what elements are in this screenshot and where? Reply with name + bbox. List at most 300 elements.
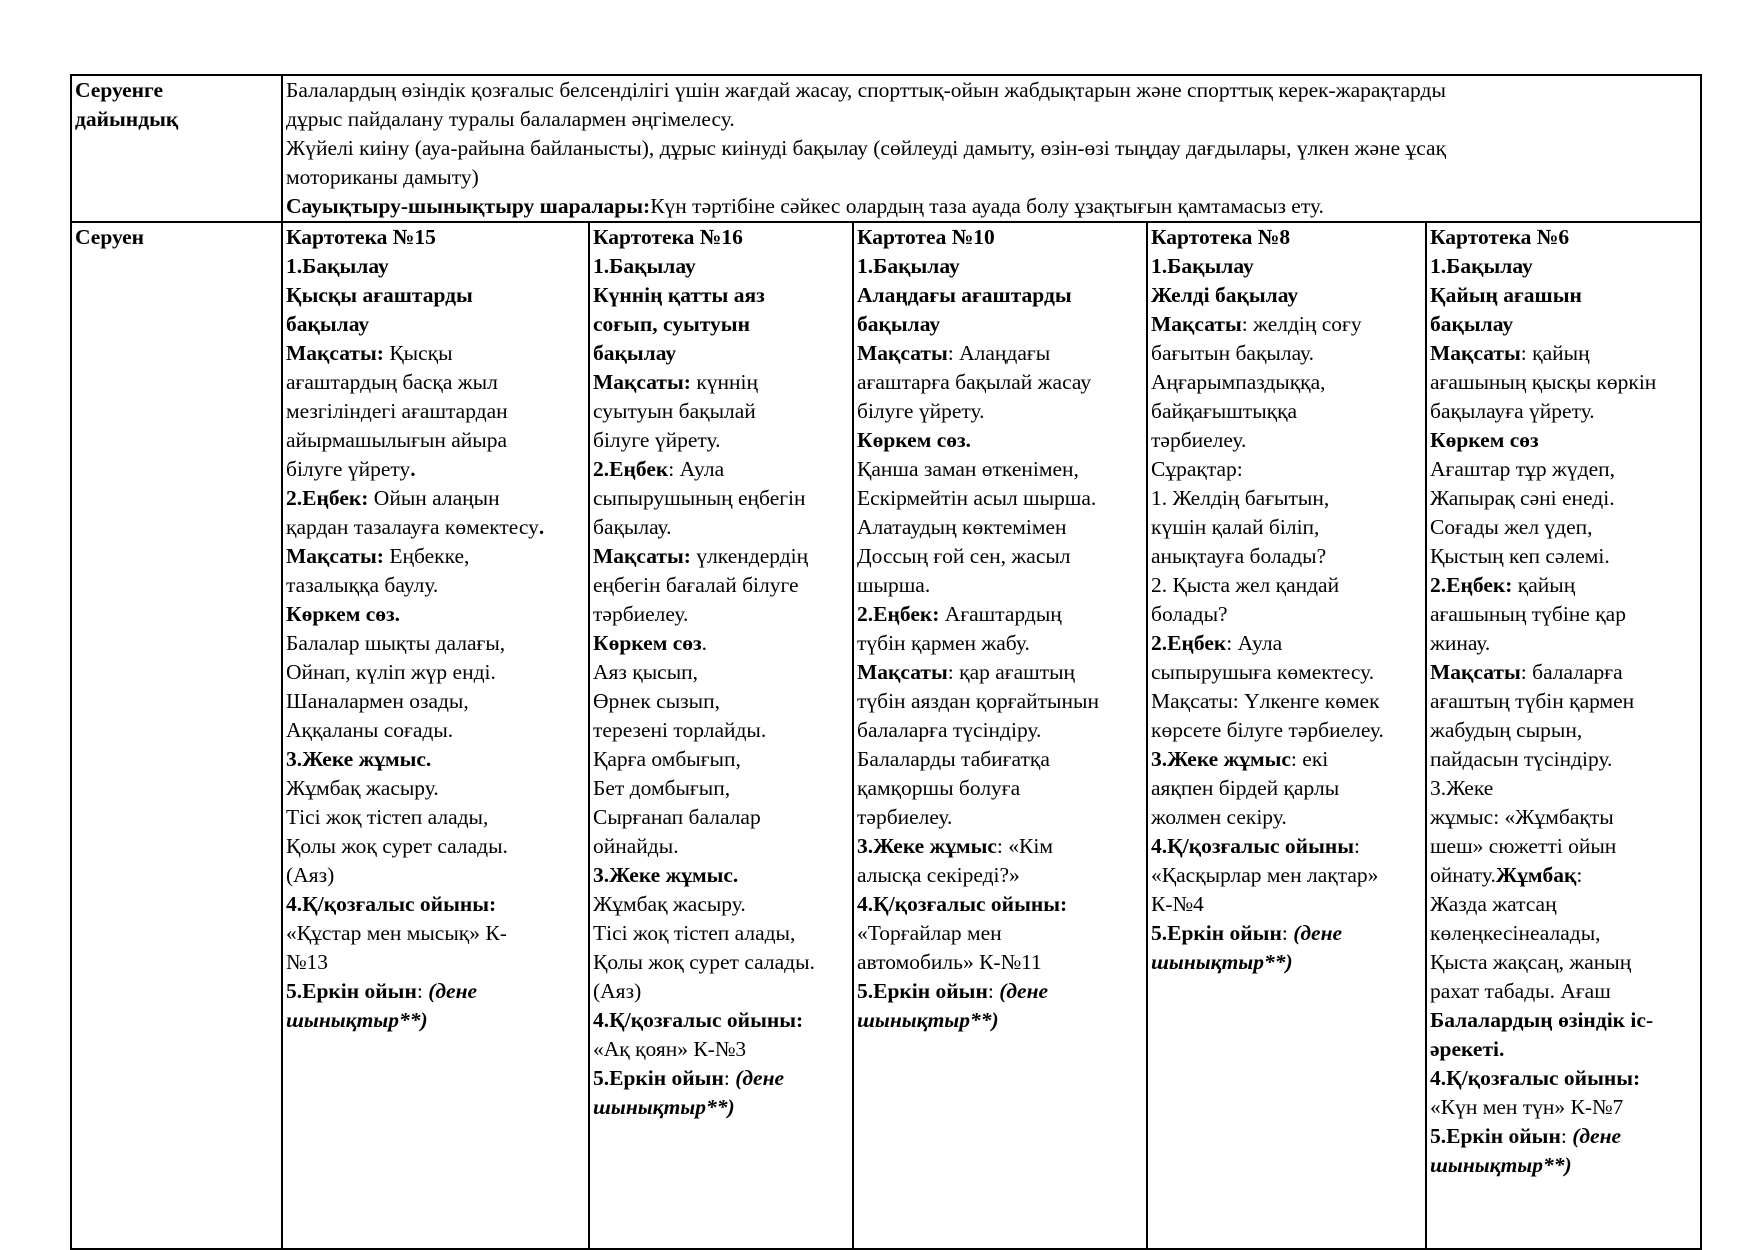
text-run: Қыстың кеп сәлемі.: [1430, 544, 1610, 568]
text-line: [1151, 629, 1422, 658]
text-run: Ағаштар тұр жүдеп,: [1430, 457, 1616, 481]
text-run: 2.Еңбек: [1151, 631, 1227, 655]
text-run: бақылау: [1430, 312, 1514, 336]
text-run: жұмыс: «Жұмбақты: [1430, 805, 1614, 829]
text-line: [593, 426, 849, 455]
text-run: Қысқы: [383, 341, 453, 365]
text-run: : екі: [1290, 747, 1329, 771]
text-line: [857, 977, 1143, 1006]
text-line: [1430, 1122, 1697, 1151]
text-run: бағытын бақылау.: [1151, 341, 1314, 365]
text-line: [593, 484, 849, 513]
text-line: [857, 426, 1143, 455]
text-run: ағашының қысқы көркін: [1430, 370, 1657, 394]
text-line: [857, 571, 1143, 600]
text-line: [593, 803, 849, 832]
text-line: [1151, 252, 1422, 281]
text-run: .: [701, 631, 708, 655]
label-line: дайындық: [75, 107, 179, 131]
text-run: 3.Жеке жұмыс: [857, 834, 997, 858]
text-run: Жазда жатсаң: [1430, 892, 1557, 916]
text-run: «Күн мен түн» К-№7: [1430, 1095, 1624, 1119]
text-run: Мақсаты:: [593, 544, 691, 568]
text-line: [593, 455, 849, 484]
text-line: [857, 397, 1143, 426]
text-run: : қар ағаштың: [947, 660, 1076, 684]
text-run: Бет домбығып,: [593, 776, 731, 800]
text-line: [1151, 484, 1422, 513]
text-run: :: [1281, 921, 1294, 945]
text-line: [286, 281, 585, 310]
text-line: [286, 977, 585, 1006]
text-run: Көркем сөз: [1430, 428, 1539, 452]
text-line: [1151, 455, 1422, 484]
text-line: [1151, 687, 1422, 716]
card-column-15: [282, 222, 589, 1249]
text-line: [1151, 310, 1422, 339]
text-run: пайдасын түсіндіру.: [1430, 747, 1613, 771]
text-line: [1430, 832, 1697, 861]
text-line: [593, 1093, 849, 1122]
text-run: Картотека №15: [286, 225, 436, 249]
text-line: [1430, 281, 1697, 310]
text-run: :: [1560, 1124, 1573, 1148]
text-line: [857, 658, 1143, 687]
text-line: [593, 687, 849, 716]
text-run: Балаларды табиғатқа: [857, 747, 1050, 771]
text-run: : Аула: [668, 457, 725, 481]
text-line: [1430, 571, 1697, 600]
text-run: ағашының түбіне қар: [1430, 602, 1626, 626]
text-run: Қолы жоқ сурет салады.: [286, 834, 508, 858]
text-run: алысқа секіреді?»: [857, 863, 1020, 887]
text-run: Мақсаты:: [286, 544, 384, 568]
text-line: [1430, 339, 1697, 368]
text-run: 4.Қ/қозғалыс ойыны: [1151, 834, 1355, 858]
text-run: «Торғайлар мен: [857, 921, 1002, 945]
text-run: 1.Бақылау: [1151, 254, 1254, 278]
text-run: Қайың ағашын: [1430, 283, 1582, 307]
text-run: 3.Жеке жұмыс.: [593, 863, 739, 887]
text-run: моториканы дамыту): [286, 165, 479, 189]
document-page: [70, 74, 1700, 1250]
text-run: Көркем сөз.: [857, 428, 972, 452]
text-run: терезені торлайды.: [593, 718, 767, 742]
text-run: қайың: [1512, 573, 1576, 597]
text-run: 1.Бақылау: [286, 254, 389, 278]
text-run: Аяз қысып,: [593, 660, 699, 684]
text-run: :: [416, 979, 429, 1003]
text-line: [286, 1006, 585, 1035]
text-line: [857, 223, 1143, 252]
text-run: Өрнек сызып,: [593, 689, 720, 713]
text-line: [286, 105, 1697, 134]
text-run: 4.Қ/қозғалыс ойыны:: [593, 1008, 804, 1032]
text-line: [593, 658, 849, 687]
text-run: Соғады жел үдеп,: [1430, 515, 1593, 539]
text-run: «Құстар мен мысық» К-: [286, 921, 507, 945]
text-run: тәрбиелеу.: [593, 602, 689, 626]
text-line: [593, 774, 849, 803]
text-line: [593, 745, 849, 774]
text-run: : қайың: [1520, 341, 1590, 365]
text-line: [286, 658, 585, 687]
walk-plan-table: [70, 74, 1702, 1250]
text-run: 5.Еркін ойын: [593, 1066, 724, 1090]
text-run: болады?: [1151, 602, 1228, 626]
text-line: [1151, 745, 1422, 774]
text-run: ағаштардың басқа жыл: [286, 370, 498, 394]
text-line: [286, 571, 585, 600]
text-run: 1.Бақылау: [1430, 254, 1533, 278]
text-line: [286, 223, 585, 252]
text-run: көлеңкесінеалады,: [1430, 921, 1601, 945]
text-run: Еңбекке,: [383, 544, 470, 568]
text-run: Күн тәртібіне сәйкес олардың таза ауада болу ұзақтығын қамтамасыз ету.: [650, 194, 1324, 218]
text-run: Жапырақ сәні енеді.: [1430, 486, 1615, 510]
text-line: [286, 890, 585, 919]
text-line: [286, 919, 585, 948]
text-run: жабудың сырын,: [1430, 718, 1583, 742]
walk-preparation-text: [282, 75, 1701, 222]
text-line: [286, 542, 585, 571]
text-run: 5.Еркін ойын: [1430, 1124, 1561, 1148]
text-line: [286, 339, 585, 368]
text-line: [1151, 426, 1422, 455]
text-run: Картотека №16: [593, 225, 743, 249]
text-line: [857, 919, 1143, 948]
text-line: [286, 832, 585, 861]
text-line: [286, 629, 585, 658]
text-line: [857, 774, 1143, 803]
text-run: 5.Еркін ойын: [857, 979, 988, 1003]
text-run: (дене: [1572, 1124, 1622, 1148]
text-run: 1.Бақылау: [857, 254, 960, 278]
text-run: бақылау: [857, 312, 941, 336]
text-line: [593, 339, 849, 368]
text-run: К-№4: [1151, 892, 1204, 916]
text-line: [857, 484, 1143, 513]
text-line: [286, 134, 1697, 163]
text-run: бақылау.: [593, 515, 672, 539]
text-run: Күннің қатты аяз: [593, 283, 765, 307]
text-line: [286, 310, 585, 339]
text-line: [593, 832, 849, 861]
text-run: : желдің соғу: [1241, 312, 1362, 336]
label-walk: [71, 222, 282, 1249]
text-line: [286, 600, 585, 629]
text-run: Ойын алаңын: [368, 486, 500, 510]
text-line: [593, 861, 849, 890]
text-run: 2.Еңбек: [593, 457, 669, 481]
text-line: [1151, 948, 1422, 977]
text-run: суытуын бақылай: [593, 399, 756, 423]
text-run: түбін қармен жабу.: [857, 631, 1030, 655]
text-run: 2. Қыста жел қандай: [1151, 573, 1340, 597]
text-run: Қолы жоқ сурет салады.: [593, 950, 815, 974]
text-line: [857, 252, 1143, 281]
text-run: білуге үйрету.: [593, 428, 721, 452]
text-line: [1430, 861, 1697, 890]
text-line: [857, 832, 1143, 861]
card-column-8: [1147, 222, 1426, 1249]
text-run: Алатаудың көктемімен: [857, 515, 1067, 539]
text-run: тәрбиелеу.: [1151, 428, 1247, 452]
text-run: :: [1576, 863, 1583, 887]
text-line: [286, 368, 585, 397]
text-run: :: [1354, 834, 1361, 858]
text-line: [857, 687, 1143, 716]
text-run: 4.Қ/қозғалыс ойыны:: [1430, 1066, 1641, 1090]
text-line: [1430, 890, 1697, 919]
text-line: [1430, 919, 1697, 948]
text-run: №13: [286, 950, 329, 974]
text-line: [286, 861, 585, 890]
text-line: [1151, 658, 1422, 687]
text-run: Балалардың өзіндік қозғалыс белсенділігі үшін жағдай жасау, спорттық-ойын жабдықтарын және спорттық керек-жарақтарды: [286, 78, 1446, 102]
text-run: :: [987, 979, 1000, 1003]
text-run: білуге үйрету: [286, 457, 411, 481]
text-line: [286, 803, 585, 832]
text-line: [1151, 803, 1422, 832]
text-run: 3.Жеке жұмыс.: [286, 747, 432, 771]
text-line: [593, 629, 849, 658]
text-run: жолмен секіру.: [1151, 805, 1287, 829]
text-run: Ойнап, күліп жүр енді.: [286, 660, 496, 684]
text-run: Балалардың өзіндік іс-: [1430, 1008, 1654, 1032]
text-run: 4.Қ/қозғалыс ойыны:: [286, 892, 497, 916]
text-run: Сырғанап балалар: [593, 805, 761, 829]
text-line: [286, 948, 585, 977]
text-run: Көркем сөз: [593, 631, 702, 655]
text-run: дұрыс пайдалану туралы балалармен әңгімелесу.: [286, 107, 735, 131]
text-line: [1151, 890, 1422, 919]
row-walk: [71, 222, 1701, 1249]
label-walk-preparation: [71, 75, 282, 222]
text-run: бақылауға үйрету.: [1430, 399, 1595, 423]
text-run: 3.Жеке: [1430, 776, 1494, 800]
text-run: ойнайды.: [593, 834, 679, 858]
text-line: [857, 513, 1143, 542]
text-run: соғып, суытуын: [593, 312, 750, 336]
text-line: [286, 513, 585, 542]
text-line: [286, 192, 1697, 221]
text-run: Қарға омбығып,: [593, 747, 741, 771]
text-run: Балалар шықты далағы,: [286, 631, 506, 655]
text-line: [1151, 397, 1422, 426]
text-run: : Алаңдағы: [947, 341, 1051, 365]
card-column-6: [1426, 222, 1701, 1249]
text-line: [1430, 310, 1697, 339]
text-line: [593, 310, 849, 339]
text-run: : «Кім: [996, 834, 1053, 858]
text-run: Тісі жоқ тістеп алады,: [286, 805, 489, 829]
text-run: Жұмбақ: [1495, 863, 1577, 887]
text-run: көрсете білуге тәрбиелеу.: [1151, 718, 1384, 742]
text-run: ағаштарға бақылай жасау: [857, 370, 1092, 394]
text-run: шынықтыр**): [593, 1095, 735, 1119]
text-run: сыпырушыға көмектесу.: [1151, 660, 1375, 684]
text-run: балаларға түсіндіру.: [857, 718, 1042, 742]
text-run: Тісі жоқ тістеп алады,: [593, 921, 796, 945]
text-run: .: [538, 515, 545, 539]
text-run: Сұрақтар:: [1151, 457, 1243, 481]
label-line: Серуен: [75, 225, 145, 249]
text-line: [593, 397, 849, 426]
text-run: Жүйелі киіну (ауа-райына байланысты), дұрыс киінуді бақылау (сөйлеуді дамыту, өзін-өзі тыңдау дағдылары, үлкен және ұсақ: [286, 136, 1447, 160]
text-line: [593, 1064, 849, 1093]
text-line: [857, 803, 1143, 832]
text-run: 1. Желдің бағытын,: [1151, 486, 1330, 510]
text-run: : Аула: [1226, 631, 1283, 655]
text-run: «Ақ қоян» К-№3: [593, 1037, 747, 1061]
text-run: 4.Қ/қозғалыс ойыны:: [857, 892, 1068, 916]
text-line: [286, 484, 585, 513]
text-run: Картотеа №10: [857, 225, 995, 249]
text-run: шырша.: [857, 573, 931, 597]
text-run: рахат табады. Ағаш: [1430, 979, 1611, 1003]
text-run: шынықтыр**): [1151, 950, 1293, 974]
text-line: [1151, 832, 1422, 861]
text-run: сыпырушының еңбегін: [593, 486, 806, 510]
text-run: автомобиль» К-№11: [857, 950, 1042, 974]
text-line: [1151, 716, 1422, 745]
text-run: шынықтыр**): [857, 1008, 999, 1032]
text-line: [286, 76, 1697, 105]
text-line: [1151, 919, 1422, 948]
text-run: (дене: [428, 979, 478, 1003]
text-line: [1430, 542, 1697, 571]
text-line: [857, 600, 1143, 629]
text-line: [857, 368, 1143, 397]
text-run: 2.Еңбек:: [1430, 573, 1513, 597]
text-line: [857, 455, 1143, 484]
text-line: [1430, 774, 1697, 803]
text-line: [857, 861, 1143, 890]
text-line: [593, 919, 849, 948]
text-line: [593, 600, 849, 629]
text-line: [593, 948, 849, 977]
text-run: анықтауға болады?: [1151, 544, 1327, 568]
text-run: білуге үйрету.: [857, 399, 985, 423]
text-run: Ағаштардың: [939, 602, 1062, 626]
text-run: Мақсаты: [1430, 660, 1521, 684]
text-run: Сауықтыру-шынықтыру шаралары:: [286, 194, 651, 218]
text-run: 5.Еркін ойын: [286, 979, 417, 1003]
text-line: [1151, 368, 1422, 397]
text-line: [593, 571, 849, 600]
text-run: 3.Жеке жұмыс: [1151, 747, 1291, 771]
text-line: [593, 1035, 849, 1064]
text-run: (дене: [735, 1066, 785, 1090]
text-line: [1151, 513, 1422, 542]
text-run: ойнату.: [1430, 863, 1496, 887]
text-run: Ескірмейтін асыл шырша.: [857, 486, 1097, 510]
text-line: [1430, 1093, 1697, 1122]
text-line: [857, 310, 1143, 339]
text-line: [1430, 948, 1697, 977]
text-line: [857, 281, 1143, 310]
text-line: [1151, 281, 1422, 310]
text-run: (дене: [1293, 921, 1343, 945]
text-line: [1430, 1035, 1697, 1064]
text-run: күннің: [690, 370, 758, 394]
text-line: [857, 629, 1143, 658]
text-line: [593, 716, 849, 745]
text-line: [1430, 629, 1697, 658]
text-run: Доссың ғой сен, жасыл: [857, 544, 1071, 568]
text-line: [857, 745, 1143, 774]
text-line: [1430, 1006, 1697, 1035]
text-run: Мақсаты: Үлкенге көмек: [1151, 689, 1380, 713]
text-run: Мақсаты: [857, 341, 948, 365]
text-run: Жұмбақ жасыру.: [593, 892, 746, 916]
text-line: [593, 223, 849, 252]
text-run: қамқоршы болуға: [857, 776, 1021, 800]
text-run: түбін аяздан қорғайтынын: [857, 689, 1099, 713]
text-line: [1151, 774, 1422, 803]
text-run: 1.Бақылау: [593, 254, 696, 278]
label-line: Серуенге: [75, 78, 164, 102]
text-run: 2.Еңбек:: [857, 602, 940, 626]
text-run: 5.Еркін ойын: [1151, 921, 1282, 945]
text-run: жинау.: [1430, 631, 1491, 655]
text-run: (Аяз): [286, 863, 335, 887]
text-line: [286, 716, 585, 745]
text-run: Аңғарымпаздыққа,: [1151, 370, 1326, 394]
text-run: аяқпен бірдей қарлы: [1151, 776, 1340, 800]
text-line: [593, 977, 849, 1006]
text-line: [1151, 861, 1422, 890]
text-run: Картотека №6: [1430, 225, 1570, 249]
text-run: Мақсаты:: [593, 370, 691, 394]
text-line: [1151, 339, 1422, 368]
text-run: Көркем сөз.: [286, 602, 401, 626]
text-line: [1430, 658, 1697, 687]
text-run: бақылау: [286, 312, 370, 336]
text-line: [1151, 571, 1422, 600]
text-run: Мақсаты: [1151, 312, 1242, 336]
text-run: : балаларға: [1520, 660, 1623, 684]
text-line: [1151, 542, 1422, 571]
text-line: [286, 426, 585, 455]
text-run: әрекеті.: [1430, 1037, 1505, 1061]
text-run: (Аяз): [593, 979, 642, 1003]
text-line: [1430, 977, 1697, 1006]
text-line: [286, 163, 1697, 192]
text-line: [286, 774, 585, 803]
text-line: [1430, 1151, 1697, 1180]
text-line: [1430, 600, 1697, 629]
text-line: [1430, 745, 1697, 774]
text-line: [1430, 252, 1697, 281]
text-line: [593, 368, 849, 397]
text-run: :: [723, 1066, 736, 1090]
text-run: шеш» сюжетті ойын: [1430, 834, 1617, 858]
text-line: [1430, 368, 1697, 397]
text-run: 2.Еңбек:: [286, 486, 369, 510]
text-run: Мақсаты: [857, 660, 948, 684]
text-line: [286, 455, 585, 484]
text-run: Қысқы ағаштарды: [286, 283, 473, 307]
text-run: (дене: [999, 979, 1049, 1003]
text-run: шынықтыр**): [286, 1008, 428, 1032]
text-run: тәрбиелеу.: [857, 805, 953, 829]
text-line: [857, 948, 1143, 977]
text-run: Шаналармен озады,: [286, 689, 469, 713]
text-run: Картотека №8: [1151, 225, 1291, 249]
text-run: тазалыққа баулу.: [286, 573, 439, 597]
